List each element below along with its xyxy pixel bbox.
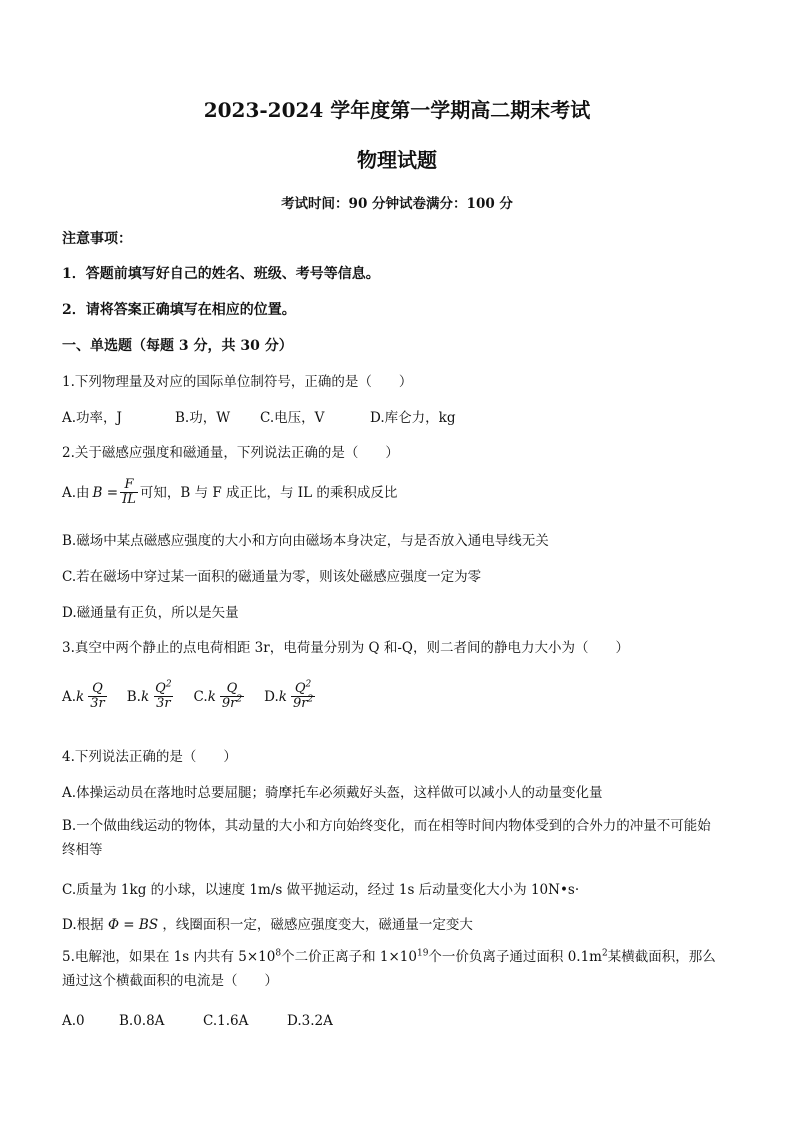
formula-denominator: IL (122, 491, 136, 507)
question-2-option-c: C.若在磁场中穿过某一面积的磁通量为零，则该处磁感应强度一定为零 (62, 569, 482, 585)
option-d-fraction: $\frac{Q^2}{9r^2}$ (292, 679, 314, 711)
option-a-fraction: $\frac{Q}{3r}$ (90, 681, 105, 711)
question-4-option-a: A.体操运动员在落地时总要屈腿；骑摩托车必须戴好头盔，这样做可以减小人的动量变化量 (62, 785, 603, 801)
exam-title: 2023-2024 学年度第一学期高二期末考试 (203, 98, 591, 122)
question-3-option-b: B. k $\frac{Q^2}{3r}$ (126, 679, 172, 711)
formula-numerator: F (124, 477, 134, 492)
question-4-option-b: B.一个做曲线运动的物体，其动量的大小和方向始终变化，而在相等时间内物体受到的合外力的冲量不可能始终相等 (62, 818, 711, 858)
formula-flux: Φ = BS (107, 917, 159, 933)
option-a-suffix: 可知，B 与 F 成正比，与 IL 的乘积成反比 (139, 484, 398, 501)
question-5-stem: 5.电解池，如果在 1s 内共有 $5\times 10^8$个二价正离子和 $1\times 10^{19}$个一价负离子通过面积 $0.1m^2$某横截面积，那么通过这个横截面积的电流是（ ） (62, 948, 716, 989)
note-item-1: 1．答题前填写好自己的姓名、班级、考号等信息。 (62, 266, 380, 282)
question-2-option-d: D.磁通量有正负，所以是矢量 (62, 605, 239, 621)
notes-heading: 注意事项： (62, 231, 132, 247)
option-a-prefix: A.由 (62, 484, 90, 501)
question-5-option-a: A.0 (62, 1013, 85, 1029)
question-1-option-d: D.库仑力，kg (370, 410, 456, 426)
question-5-option-c: C.1.6A (203, 1013, 249, 1029)
formula-fraction (120, 478, 138, 508)
question-3-option-c: C. k $\frac{Q}{9r^2}$ (193, 681, 243, 711)
exam-subject: 物理试题 (357, 148, 437, 172)
question-3-stem: 3.真空中两个静止的点电荷相距 3r，电荷量分别为 Q 和-Q，则二者间的静电力大小为（ ） (62, 640, 629, 656)
note-item-2: 2．请将答案正确填写在相应的位置。 (62, 302, 296, 318)
question-4-option-d: D.根据 Φ = BS ，线圈面积一定，磁感应强度变大，磁通量一定变大 (62, 917, 473, 933)
question-5-option-b: B.0.8A (119, 1013, 165, 1029)
question-2-option-a (62, 478, 397, 508)
question-1-option-a: A.功率，J (62, 410, 122, 426)
exam-meta: 考试时间：90 分钟试卷满分：100 分 (281, 196, 513, 212)
question-1-option-c: C.电压，V (260, 410, 325, 426)
question-2-option-b: B.磁场中某点磁感应强度的大小和方向由磁场本身决定，与是否放入通电导线无关 (62, 533, 549, 549)
section-heading: 一、单选题（每题 3 分，共 30 分） (62, 338, 293, 354)
question-1-option-b: B.功，W (175, 410, 231, 426)
question-1-stem: 1.下列物理量及对应的国际单位制符号，正确的是（ ） (62, 374, 413, 390)
formula-lhs: B = (92, 484, 119, 501)
question-3-options (62, 679, 335, 712)
option-b-fraction: $\frac{Q^2}{3r}$ (155, 679, 172, 711)
question-3-option-d: D. k $\frac{Q^2}{9r^2}$ (264, 679, 314, 711)
question-3-option-a: A. k $\frac{Q}{3r}$ (62, 681, 105, 711)
question-4-option-c: C.质量为 1kg 的小球，以速度 1m/s 做平抛运动，经过 1s 后动量变化大小为 10N•s· (62, 882, 580, 898)
question-5-option-d: D.3.2A (287, 1013, 333, 1029)
question-4-stem: 4.下列说法正确的是（ ） (62, 749, 237, 765)
question-2-stem: 2.关于磁感应强度和磁通量，下列说法正确的是（ ） (62, 445, 399, 461)
option-c-fraction: $\frac{Q}{9r^2}$ (221, 681, 243, 711)
